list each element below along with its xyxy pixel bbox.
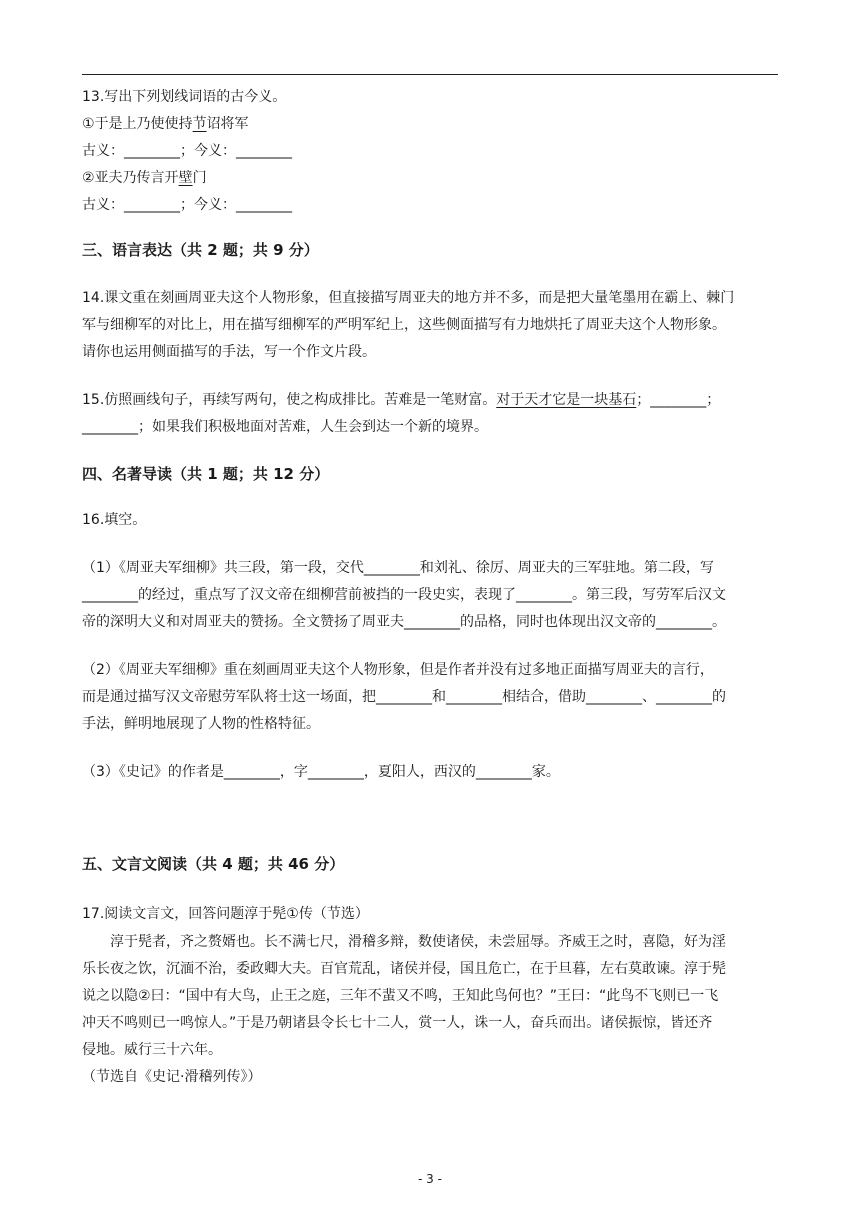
page-number: - 3 -: [418, 1172, 442, 1186]
section-5-heading: 五、文言文阅读（共 4 题；共 46 分）: [82, 855, 345, 873]
q16-part-1-line-2: ________的经过，重点写了汉文帝在细柳营前被挡的一段史实，表现了________。第三段，写劳军后汉文: [82, 587, 726, 603]
q13-item-1: [82, 114, 249, 134]
q14-line-1: 14.课文重在刻画周亚夫这个人物形象，但直接描写周亚夫的地方并不多，而是把大量笔墨用在霸上、棘门: [82, 290, 735, 306]
q14-line-3: 请你也运用侧面描写的手法，写一个作文片段。: [82, 344, 376, 360]
q17-title: 17.阅读文言文，回答问题淳于髡①传（节选）: [82, 906, 369, 922]
section-3-heading: 三、语言表达（共 2 题；共 9 分）: [82, 241, 319, 259]
q17-source: （节选自《史记·滑稽列传》）: [82, 1069, 262, 1085]
q15-pre: 15.仿照画线句子，再续写两句，使之构成排比。苦难是一笔财富。: [82, 392, 497, 408]
q13-item-2-word: 壁: [178, 170, 193, 186]
q13-item-2-post: 门: [192, 170, 207, 186]
q16-part-1-line-1: （1）《周亚夫军细柳》共三段，第一段，交代________和刘礼、徐厉、周亚夫的三军驻地。第二段，写: [82, 560, 714, 576]
q13-title: 13.写出下列划线词语的古今义。: [82, 89, 287, 105]
q15-post: ；________；: [636, 392, 721, 408]
q17-passage-line-4: 冲天不鸣则已一鸣惊人。”于是乃朝诸县令长七十二人，赏一人，诛一人，奋兵而出。诸侯振惊，皆还齐: [82, 1015, 713, 1031]
q17-passage-line-2: 乐长夜之饮，沉湎不治，委政卿大夫。百官荒乱，诸侯并侵，国且危亡，在于旦暮，左右莫敢谏。淳于髡: [82, 961, 726, 977]
q17-passage-line-3: 说之以隐②曰：“国中有大鸟，止王之庭，三年不蜚又不鸣，王知此鸟何也？”王曰：“此鸟不飞则已一飞: [82, 988, 719, 1004]
q13-answer-2: 古义：________；今义：________: [82, 197, 292, 213]
q16-title: 16.填空。: [82, 512, 147, 528]
q17-passage-line-1: 淳于髡者，齐之赘婿也。长不满七尺，滑稽多辩，数使诸侯，未尝屈辱。齐威王之时，喜隐，好为淫: [110, 934, 726, 950]
q16-part-2-line-2: 而是通过描写汉文帝慰劳军队将士这一场面，把________和________相结合，借助________、________的: [82, 689, 726, 705]
q13-answer-1: 古义：________；今义：________: [82, 143, 292, 159]
q17-passage-line-5: 侵地。威行三十六年。: [82, 1042, 222, 1058]
q13-item-1-pre: ①于是上乃使使持: [82, 116, 193, 132]
q15-underlined: 对于天才它是一块基石: [496, 392, 637, 408]
q13-item-2-pre: ②亚夫乃传言开: [82, 170, 179, 186]
q16-part-1-line-3: 帝的深明大义和对周亚夫的赞扬。全文赞扬了周亚夫________的品格，同时也体现出汉文帝的________。: [82, 614, 726, 630]
q16-part-2-line-3: 手法，鲜明地展现了人物的性格特征。: [82, 716, 320, 732]
q13-item-1-post: 诏将军: [206, 116, 249, 132]
q16-part-3-line-1: （3）《史记》的作者是________，字________，夏阳人，西汉的________家。: [82, 764, 560, 780]
q13-item-1-word: 节: [192, 116, 207, 132]
q15-line-1: [82, 390, 720, 410]
header-rule: [82, 74, 778, 75]
q13-item-2: [82, 168, 207, 188]
section-4-heading: 四、名著导读（共 1 题；共 12 分）: [82, 465, 330, 483]
q14-line-2: 军与细柳军的对比上，用在描写细柳军的严明军纪上，这些侧面描写有力地烘托了周亚夫这个人物形象。: [82, 317, 726, 333]
q16-part-2-line-1: （2）《周亚夫军细柳》重在刻画周亚夫这个人物形象，但是作者并没有过多地正面描写周亚夫的言行，: [82, 662, 714, 678]
q15-line-2: ________；如果我们积极地面对苦难，人生会到达一个新的境界。: [82, 419, 488, 435]
